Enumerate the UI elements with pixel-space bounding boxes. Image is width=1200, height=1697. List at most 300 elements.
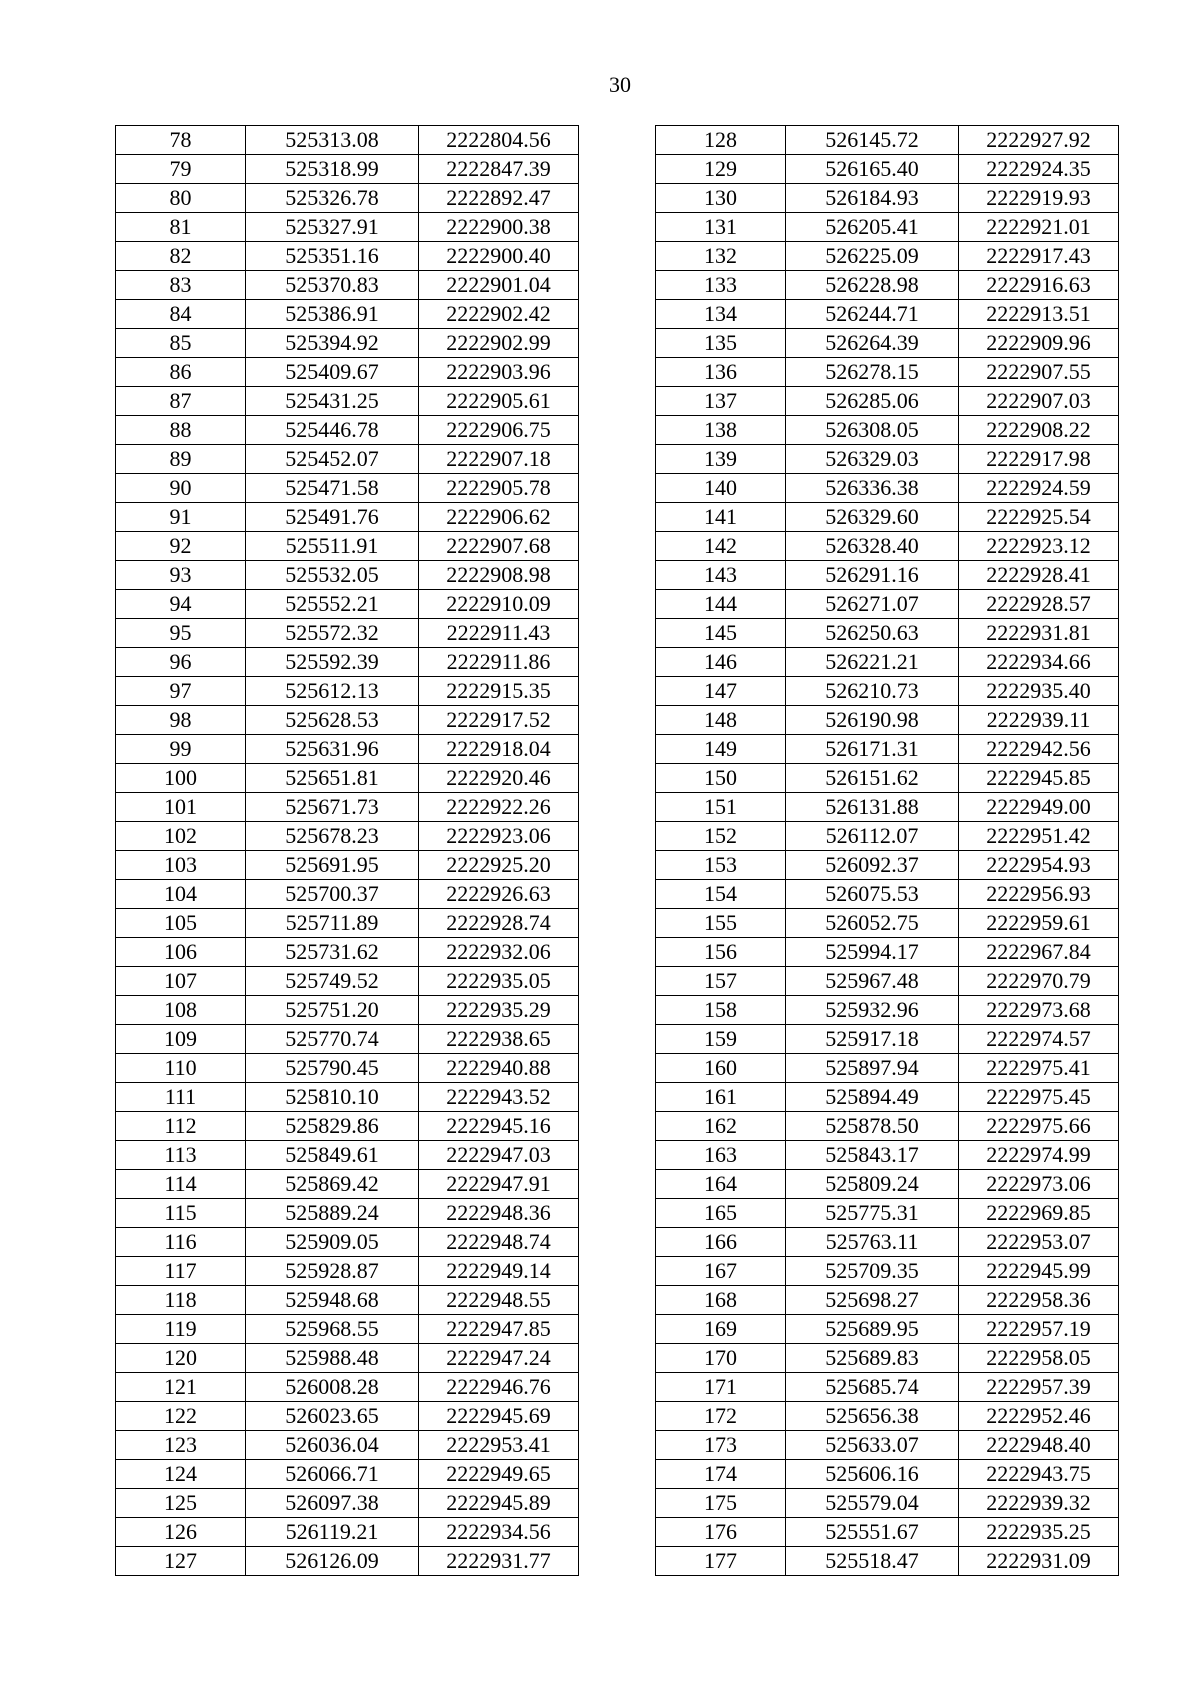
y-coordinate-cell: 2222938.65 [419,1025,579,1054]
x-coordinate-cell: 526052.75 [786,909,959,938]
table-row [116,764,579,793]
table-row [116,213,579,242]
table-row [656,1460,1119,1489]
y-coordinate-cell: 2222948.36 [419,1199,579,1228]
table-row [116,648,579,677]
point-number-cell: 120 [116,1344,246,1373]
y-coordinate-cell: 2222945.85 [959,764,1119,793]
table-row [656,909,1119,938]
point-number-cell: 88 [116,416,246,445]
x-coordinate-cell: 525810.10 [246,1083,419,1112]
table-row [656,1402,1119,1431]
x-coordinate-cell: 525326.78 [246,184,419,213]
table-row [116,503,579,532]
table-row [656,242,1119,271]
y-coordinate-cell: 2222952.46 [959,1402,1119,1431]
x-coordinate-cell: 526278.15 [786,358,959,387]
x-coordinate-cell: 525932.96 [786,996,959,1025]
table-row [116,822,579,851]
table-row [116,1141,579,1170]
y-coordinate-cell: 2222934.56 [419,1518,579,1547]
table-row [116,938,579,967]
x-coordinate-cell: 526225.09 [786,242,959,271]
x-coordinate-cell: 525709.35 [786,1257,959,1286]
point-number-cell: 113 [116,1141,246,1170]
y-coordinate-cell: 2222924.35 [959,155,1119,184]
point-number-cell: 143 [656,561,786,590]
x-coordinate-cell: 526210.73 [786,677,959,706]
point-number-cell: 79 [116,155,246,184]
point-number-cell: 173 [656,1431,786,1460]
point-number-cell: 161 [656,1083,786,1112]
point-number-cell: 158 [656,996,786,1025]
y-coordinate-cell: 2222935.25 [959,1518,1119,1547]
y-coordinate-cell: 2222957.39 [959,1373,1119,1402]
point-number-cell: 117 [116,1257,246,1286]
point-number-cell: 110 [116,1054,246,1083]
x-coordinate-cell: 525370.83 [246,271,419,300]
y-coordinate-cell: 2222975.66 [959,1112,1119,1141]
point-number-cell: 121 [116,1373,246,1402]
coordinates-table-left [115,125,579,1576]
y-coordinate-cell: 2222948.74 [419,1228,579,1257]
point-number-cell: 151 [656,793,786,822]
table-row [116,242,579,271]
y-coordinate-cell: 2222945.69 [419,1402,579,1431]
table-row [116,1199,579,1228]
table-row [656,735,1119,764]
x-coordinate-cell: 525889.24 [246,1199,419,1228]
x-coordinate-cell: 526329.60 [786,503,959,532]
y-coordinate-cell: 2222931.81 [959,619,1119,648]
point-number-cell: 78 [116,126,246,155]
table-row [116,474,579,503]
x-coordinate-cell: 525809.24 [786,1170,959,1199]
x-coordinate-cell: 526250.63 [786,619,959,648]
table-row [116,271,579,300]
point-number-cell: 153 [656,851,786,880]
table-row [656,619,1119,648]
coordinates-table-right [655,125,1119,1576]
y-coordinate-cell: 2222913.51 [959,300,1119,329]
y-coordinate-cell: 2222907.18 [419,445,579,474]
table-row [656,1315,1119,1344]
point-number-cell: 83 [116,271,246,300]
y-coordinate-cell: 2222907.68 [419,532,579,561]
point-number-cell: 150 [656,764,786,793]
x-coordinate-cell: 526092.37 [786,851,959,880]
x-coordinate-cell: 525511.91 [246,532,419,561]
y-coordinate-cell: 2222973.68 [959,996,1119,1025]
y-coordinate-cell: 2222931.77 [419,1547,579,1576]
table-row [116,1489,579,1518]
point-number-cell: 93 [116,561,246,590]
point-number-cell: 89 [116,445,246,474]
y-coordinate-cell: 2222926.63 [419,880,579,909]
y-coordinate-cell: 2222943.75 [959,1460,1119,1489]
table-row [116,1373,579,1402]
y-coordinate-cell: 2222900.38 [419,213,579,242]
x-coordinate-cell: 525829.86 [246,1112,419,1141]
y-coordinate-cell: 2222948.40 [959,1431,1119,1460]
table-row [116,677,579,706]
point-number-cell: 98 [116,706,246,735]
x-coordinate-cell: 525968.55 [246,1315,419,1344]
table-row [656,561,1119,590]
table-row [116,1431,579,1460]
table-row [116,1402,579,1431]
y-coordinate-cell: 2222906.62 [419,503,579,532]
x-coordinate-cell: 526205.41 [786,213,959,242]
y-coordinate-cell: 2222892.47 [419,184,579,213]
y-coordinate-cell: 2222907.03 [959,387,1119,416]
table-row [116,445,579,474]
y-coordinate-cell: 2222959.61 [959,909,1119,938]
x-coordinate-cell: 525763.11 [786,1228,959,1257]
table-row [656,184,1119,213]
x-coordinate-cell: 525452.07 [246,445,419,474]
point-number-cell: 160 [656,1054,786,1083]
point-number-cell: 146 [656,648,786,677]
x-coordinate-cell: 526151.62 [786,764,959,793]
x-coordinate-cell: 525409.67 [246,358,419,387]
point-number-cell: 132 [656,242,786,271]
y-coordinate-cell: 2222948.55 [419,1286,579,1315]
table-row [116,1518,579,1547]
table-row [116,1228,579,1257]
table-row [656,358,1119,387]
point-number-cell: 168 [656,1286,786,1315]
y-coordinate-cell: 2222928.41 [959,561,1119,590]
x-coordinate-cell: 525572.32 [246,619,419,648]
y-coordinate-cell: 2222925.54 [959,503,1119,532]
x-coordinate-cell: 525671.73 [246,793,419,822]
point-number-cell: 108 [116,996,246,1025]
table-row [116,155,579,184]
point-number-cell: 104 [116,880,246,909]
x-coordinate-cell: 526066.71 [246,1460,419,1489]
y-coordinate-cell: 2222935.05 [419,967,579,996]
x-coordinate-cell: 525700.37 [246,880,419,909]
point-number-cell: 90 [116,474,246,503]
x-coordinate-cell: 525518.47 [786,1547,959,1576]
x-coordinate-cell: 526328.40 [786,532,959,561]
point-number-cell: 82 [116,242,246,271]
y-coordinate-cell: 2222909.96 [959,329,1119,358]
point-number-cell: 85 [116,329,246,358]
point-number-cell: 114 [116,1170,246,1199]
y-coordinate-cell: 2222928.74 [419,909,579,938]
x-coordinate-cell: 526145.72 [786,126,959,155]
table-row [116,1054,579,1083]
table-row [656,1170,1119,1199]
point-number-cell: 159 [656,1025,786,1054]
x-coordinate-cell: 525678.23 [246,822,419,851]
table-row [116,1257,579,1286]
y-coordinate-cell: 2222958.05 [959,1344,1119,1373]
y-coordinate-cell: 2222943.52 [419,1083,579,1112]
point-number-cell: 138 [656,416,786,445]
table-row [656,271,1119,300]
point-number-cell: 87 [116,387,246,416]
x-coordinate-cell: 525651.81 [246,764,419,793]
point-number-cell: 165 [656,1199,786,1228]
table-row [116,706,579,735]
x-coordinate-cell: 525843.17 [786,1141,959,1170]
y-coordinate-cell: 2222920.46 [419,764,579,793]
point-number-cell: 126 [116,1518,246,1547]
x-coordinate-cell: 526271.07 [786,590,959,619]
table-row [116,1083,579,1112]
x-coordinate-cell: 525988.48 [246,1344,419,1373]
table-row [656,677,1119,706]
table-row [116,184,579,213]
y-coordinate-cell: 2222903.96 [419,358,579,387]
y-coordinate-cell: 2222949.00 [959,793,1119,822]
point-number-cell: 103 [116,851,246,880]
table-row [116,735,579,764]
x-coordinate-cell: 525552.21 [246,590,419,619]
x-coordinate-cell: 525431.25 [246,387,419,416]
y-coordinate-cell: 2222947.03 [419,1141,579,1170]
table-row [116,1170,579,1199]
point-number-cell: 163 [656,1141,786,1170]
y-coordinate-cell: 2222905.61 [419,387,579,416]
table-row [116,1344,579,1373]
y-coordinate-cell: 2222910.09 [419,590,579,619]
x-coordinate-cell: 525731.62 [246,938,419,967]
x-coordinate-cell: 525878.50 [786,1112,959,1141]
point-number-cell: 164 [656,1170,786,1199]
x-coordinate-cell: 525770.74 [246,1025,419,1054]
point-number-cell: 99 [116,735,246,764]
y-coordinate-cell: 2222956.93 [959,880,1119,909]
table-row [656,155,1119,184]
y-coordinate-cell: 2222911.43 [419,619,579,648]
y-coordinate-cell: 2222974.57 [959,1025,1119,1054]
x-coordinate-cell: 526165.40 [786,155,959,184]
y-coordinate-cell: 2222935.29 [419,996,579,1025]
x-coordinate-cell: 525698.27 [786,1286,959,1315]
point-number-cell: 131 [656,213,786,242]
y-coordinate-cell: 2222958.36 [959,1286,1119,1315]
table-row [116,561,579,590]
table-row [656,416,1119,445]
point-number-cell: 123 [116,1431,246,1460]
point-number-cell: 152 [656,822,786,851]
table-row [656,938,1119,967]
point-number-cell: 119 [116,1315,246,1344]
x-coordinate-cell: 525994.17 [786,938,959,967]
y-coordinate-cell: 2222975.45 [959,1083,1119,1112]
x-coordinate-cell: 525471.58 [246,474,419,503]
point-number-cell: 80 [116,184,246,213]
y-coordinate-cell: 2222947.91 [419,1170,579,1199]
x-coordinate-cell: 525691.95 [246,851,419,880]
point-number-cell: 155 [656,909,786,938]
table-row [116,300,579,329]
x-coordinate-cell: 525579.04 [786,1489,959,1518]
y-coordinate-cell: 2222969.85 [959,1199,1119,1228]
table-row [116,387,579,416]
table-row [116,967,579,996]
point-number-cell: 84 [116,300,246,329]
table-row [656,590,1119,619]
x-coordinate-cell: 526190.98 [786,706,959,735]
x-coordinate-cell: 526119.21 [246,1518,419,1547]
x-coordinate-cell: 525327.91 [246,213,419,242]
table-row [116,1112,579,1141]
y-coordinate-cell: 2222804.56 [419,126,579,155]
point-number-cell: 177 [656,1547,786,1576]
x-coordinate-cell: 526126.09 [246,1547,419,1576]
point-number-cell: 139 [656,445,786,474]
table-row [656,126,1119,155]
x-coordinate-cell: 525790.45 [246,1054,419,1083]
point-number-cell: 100 [116,764,246,793]
point-number-cell: 112 [116,1112,246,1141]
y-coordinate-cell: 2222935.40 [959,677,1119,706]
x-coordinate-cell: 525685.74 [786,1373,959,1402]
x-coordinate-cell: 526291.16 [786,561,959,590]
point-number-cell: 118 [116,1286,246,1315]
point-number-cell: 109 [116,1025,246,1054]
table-row [656,532,1119,561]
y-coordinate-cell: 2222921.01 [959,213,1119,242]
point-number-cell: 92 [116,532,246,561]
y-coordinate-cell: 2222901.04 [419,271,579,300]
x-coordinate-cell: 525628.53 [246,706,419,735]
point-number-cell: 115 [116,1199,246,1228]
point-number-cell: 176 [656,1518,786,1547]
y-coordinate-cell: 2222917.98 [959,445,1119,474]
table-row [656,1112,1119,1141]
x-coordinate-cell: 525894.49 [786,1083,959,1112]
x-coordinate-cell: 526285.06 [786,387,959,416]
table-row [656,1257,1119,1286]
y-coordinate-cell: 2222911.86 [419,648,579,677]
point-number-cell: 94 [116,590,246,619]
x-coordinate-cell: 525689.83 [786,1344,959,1373]
point-number-cell: 141 [656,503,786,532]
x-coordinate-cell: 525394.92 [246,329,419,358]
point-number-cell: 166 [656,1228,786,1257]
table-row [656,1373,1119,1402]
point-number-cell: 101 [116,793,246,822]
point-number-cell: 122 [116,1402,246,1431]
y-coordinate-cell: 2222970.79 [959,967,1119,996]
table-row [116,1315,579,1344]
point-number-cell: 130 [656,184,786,213]
y-coordinate-cell: 2222957.19 [959,1315,1119,1344]
table-row [656,1025,1119,1054]
table-row [656,1199,1119,1228]
table-row [656,1518,1119,1547]
y-coordinate-cell: 2222922.26 [419,793,579,822]
point-number-cell: 107 [116,967,246,996]
point-number-cell: 149 [656,735,786,764]
x-coordinate-cell: 525711.89 [246,909,419,938]
y-coordinate-cell: 2222923.12 [959,532,1119,561]
y-coordinate-cell: 2222949.65 [419,1460,579,1489]
point-number-cell: 127 [116,1547,246,1576]
point-number-cell: 167 [656,1257,786,1286]
x-coordinate-cell: 526221.21 [786,648,959,677]
table-row [116,619,579,648]
table-row [116,996,579,1025]
table-row [116,329,579,358]
point-number-cell: 116 [116,1228,246,1257]
x-coordinate-cell: 525386.91 [246,300,419,329]
table-row [656,1344,1119,1373]
y-coordinate-cell: 2222907.55 [959,358,1119,387]
table-row [656,1054,1119,1083]
point-number-cell: 148 [656,706,786,735]
y-coordinate-cell: 2222975.41 [959,1054,1119,1083]
point-number-cell: 91 [116,503,246,532]
y-coordinate-cell: 2222906.75 [419,416,579,445]
point-number-cell: 171 [656,1373,786,1402]
y-coordinate-cell: 2222940.88 [419,1054,579,1083]
point-number-cell: 86 [116,358,246,387]
table-row [656,764,1119,793]
x-coordinate-cell: 526264.39 [786,329,959,358]
point-number-cell: 174 [656,1460,786,1489]
table-row [656,474,1119,503]
x-coordinate-cell: 526008.28 [246,1373,419,1402]
point-number-cell: 128 [656,126,786,155]
x-coordinate-cell: 526036.04 [246,1431,419,1460]
x-coordinate-cell: 525749.52 [246,967,419,996]
point-number-cell: 102 [116,822,246,851]
x-coordinate-cell: 526329.03 [786,445,959,474]
table-row [116,851,579,880]
table-row [116,1286,579,1315]
table-row [656,706,1119,735]
table-row [656,1489,1119,1518]
y-coordinate-cell: 2222917.43 [959,242,1119,271]
table-row [656,880,1119,909]
y-coordinate-cell: 2222905.78 [419,474,579,503]
table-row [116,793,579,822]
y-coordinate-cell: 2222847.39 [419,155,579,184]
x-coordinate-cell: 526075.53 [786,880,959,909]
y-coordinate-cell: 2222945.89 [419,1489,579,1518]
x-coordinate-cell: 526336.38 [786,474,959,503]
x-coordinate-cell: 525491.76 [246,503,419,532]
table-row [656,851,1119,880]
y-coordinate-cell: 2222945.16 [419,1112,579,1141]
table-row [656,213,1119,242]
x-coordinate-cell: 525446.78 [246,416,419,445]
y-coordinate-cell: 2222908.22 [959,416,1119,445]
x-coordinate-cell: 525612.13 [246,677,419,706]
table-row [116,126,579,155]
table-row [116,532,579,561]
point-number-cell: 81 [116,213,246,242]
table-row [656,329,1119,358]
y-coordinate-cell: 2222924.59 [959,474,1119,503]
y-coordinate-cell: 2222918.04 [419,735,579,764]
point-number-cell: 154 [656,880,786,909]
x-coordinate-cell: 525751.20 [246,996,419,1025]
y-coordinate-cell: 2222947.24 [419,1344,579,1373]
table-row [656,996,1119,1025]
y-coordinate-cell: 2222908.98 [419,561,579,590]
x-coordinate-cell: 525631.96 [246,735,419,764]
table-row [656,1228,1119,1257]
point-number-cell: 147 [656,677,786,706]
